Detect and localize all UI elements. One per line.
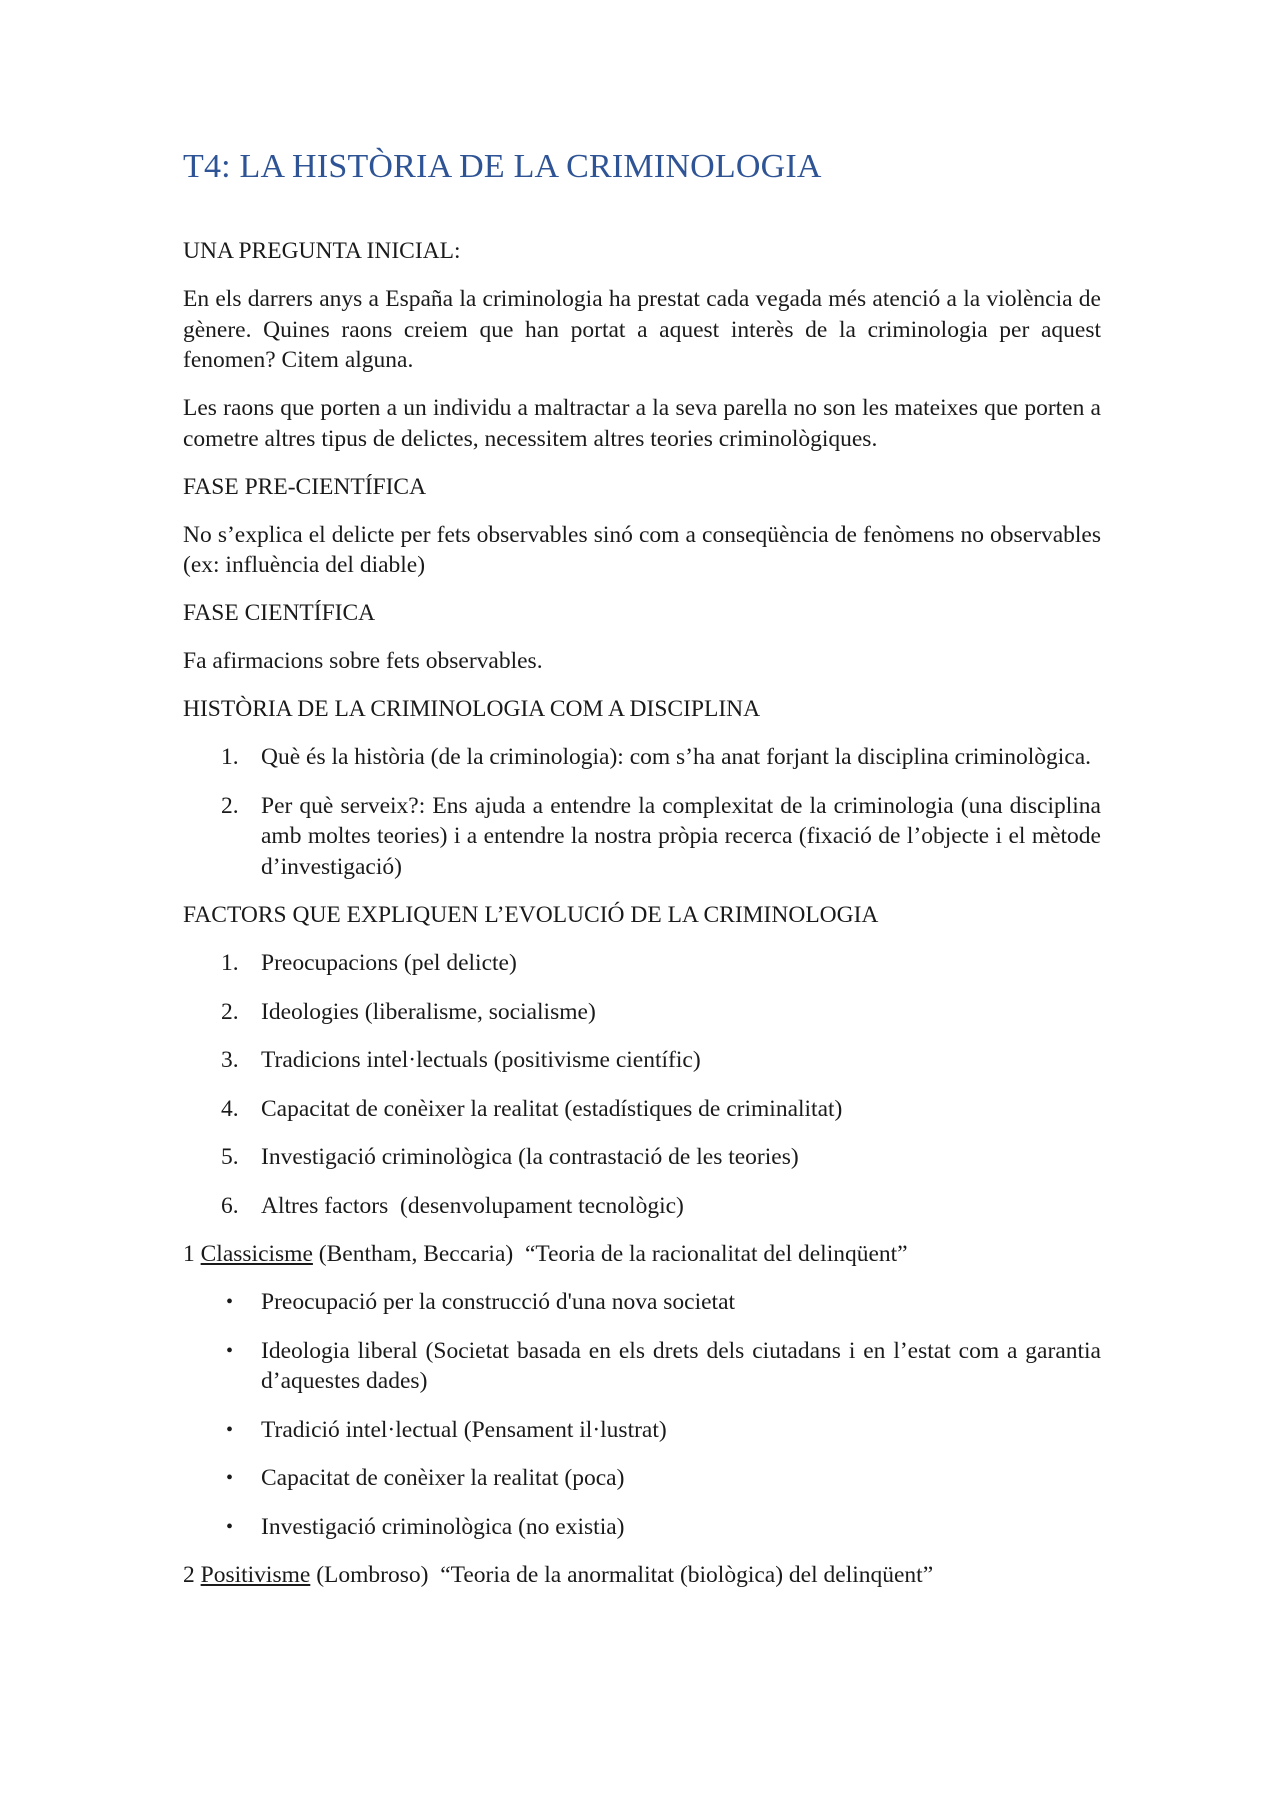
positivism-heading — [183, 1560, 1101, 1591]
list-item-text: Per què serveix?: Ens ajuda a entendre la complexitat de la criminologia (una disciplina amb moltes teories) i a entendre la nostra pròpia recerca (fixació de l’objecte i el mètode d’investigació) — [261, 792, 1101, 880]
bullet-icon: • — [226, 1339, 234, 1362]
list-item-text: Preocupacions (pel delicte) — [261, 950, 517, 976]
scientific-heading: FASE CIENTÍFICA — [183, 600, 376, 626]
pre-scientific-text: No s’explica el delicte per fets observables sinó com a conseqüència de fenòmens no observables (ex: influència del diable) — [183, 521, 1101, 578]
classicism-description: (Bentham, Beccaria) “Teoria de la racionalitat del delinqüent” — [312, 1241, 908, 1267]
list-number: 1. — [221, 744, 239, 770]
positivism-name: Positivisme — [200, 1562, 311, 1588]
discipline-heading: HISTÒRIA DE LA CRIMINOLOGIA COM A DISCIPLINA — [183, 696, 761, 722]
list-item-text: Ideologies (liberalisme, socialisme) — [261, 998, 596, 1025]
list-number: 4. — [221, 1095, 239, 1122]
factors-heading: FACTORS QUE EXPLIQUEN L’EVOLUCIÓ DE LA CRIMINOLOGIA — [183, 902, 879, 928]
classicism-number: 1 — [183, 1241, 195, 1267]
list-item-text: Tradicions intel·lectuals (positivisme científic) — [261, 1047, 701, 1073]
list-number: 2. — [221, 792, 239, 819]
positivism-description: (Lombroso) “Teoria de la anormalitat (biològica) del delinqüent” — [310, 1562, 934, 1588]
list-item-text: Tradició intel·lectual (Pensament il·lustrat) — [261, 1416, 667, 1443]
bullet-icon: • — [226, 1418, 234, 1441]
intro-answer: Les raons que porten a un individu a maltractar a la seva parella no son les mateixes que porten a cometre altres tipus de delictes, necessitem altres teories criminològiques. — [183, 395, 1101, 452]
factors-list — [183, 948, 1101, 1221]
list-number: 2. — [221, 998, 239, 1025]
list-item — [183, 791, 1101, 883]
classicism-list — [183, 1287, 1101, 1542]
list-item — [183, 997, 1101, 1028]
list-item-text: Preocupació per la construcció d'una nova societat — [261, 1289, 736, 1315]
list-item — [183, 1191, 1101, 1222]
list-number: 3. — [221, 1047, 239, 1073]
intro-question: En els darrers anys a España la criminologia ha prestat cada vegada més atenció a la violència de gènere. Quines raons creiem que han portat a aquest interès de la criminologia per aquest fenomen? Citem alguna. — [183, 286, 1101, 373]
list-item-text: Capacitat de conèixer la realitat (estadístiques de criminalitat) — [261, 1095, 843, 1122]
page-title: T4: LA HISTÒRIA DE LA CRIMINOLOGIA — [183, 148, 822, 185]
list-item-text: Ideologia liberal (Societat basada en els drets dels ciutadans i en l’estat com a garantia d’aquestes dades) — [261, 1337, 1101, 1394]
positivism-number: 2 — [183, 1562, 195, 1588]
list-item — [183, 1094, 1101, 1125]
list-item — [183, 1142, 1101, 1173]
list-item-text: Investigació criminològica (no existia) — [261, 1513, 625, 1540]
pre-scientific-heading: FASE PRE-CIENTÍFICA — [183, 473, 427, 500]
list-number: 5. — [221, 1144, 239, 1170]
classicism-heading — [183, 1239, 1101, 1270]
list-item-text: Capacitat de conèixer la realitat (poca) — [261, 1465, 625, 1491]
list-item — [183, 1512, 1101, 1543]
list-item — [183, 1045, 1101, 1076]
list-item-text: Investigació criminològica (la contrastació de les teories) — [261, 1144, 799, 1170]
list-item — [183, 1287, 1101, 1318]
bullet-icon: • — [226, 1467, 234, 1489]
scientific-text: Fa afirmacions sobre fets observables. — [183, 648, 543, 674]
list-item — [183, 1336, 1101, 1397]
bullet-icon: • — [226, 1515, 234, 1538]
list-item — [183, 742, 1101, 773]
classicism-name: Classicisme — [200, 1241, 313, 1267]
list-number: 6. — [221, 1192, 239, 1219]
list-item — [183, 1415, 1101, 1446]
discipline-list — [183, 742, 1101, 882]
list-item-text: Altres factors (desenvolupament tecnològic) — [261, 1192, 684, 1219]
intro-heading: UNA PREGUNTA INICIAL: — [183, 238, 461, 264]
list-item-text: Què és la història (de la criminologia): com s’ha anat forjant la disciplina criminològica. — [261, 744, 1092, 770]
list-number: 1. — [221, 950, 239, 976]
list-item — [183, 948, 1101, 979]
list-item — [183, 1463, 1101, 1494]
bullet-icon: • — [226, 1291, 234, 1313]
document-body — [183, 236, 1101, 1608]
